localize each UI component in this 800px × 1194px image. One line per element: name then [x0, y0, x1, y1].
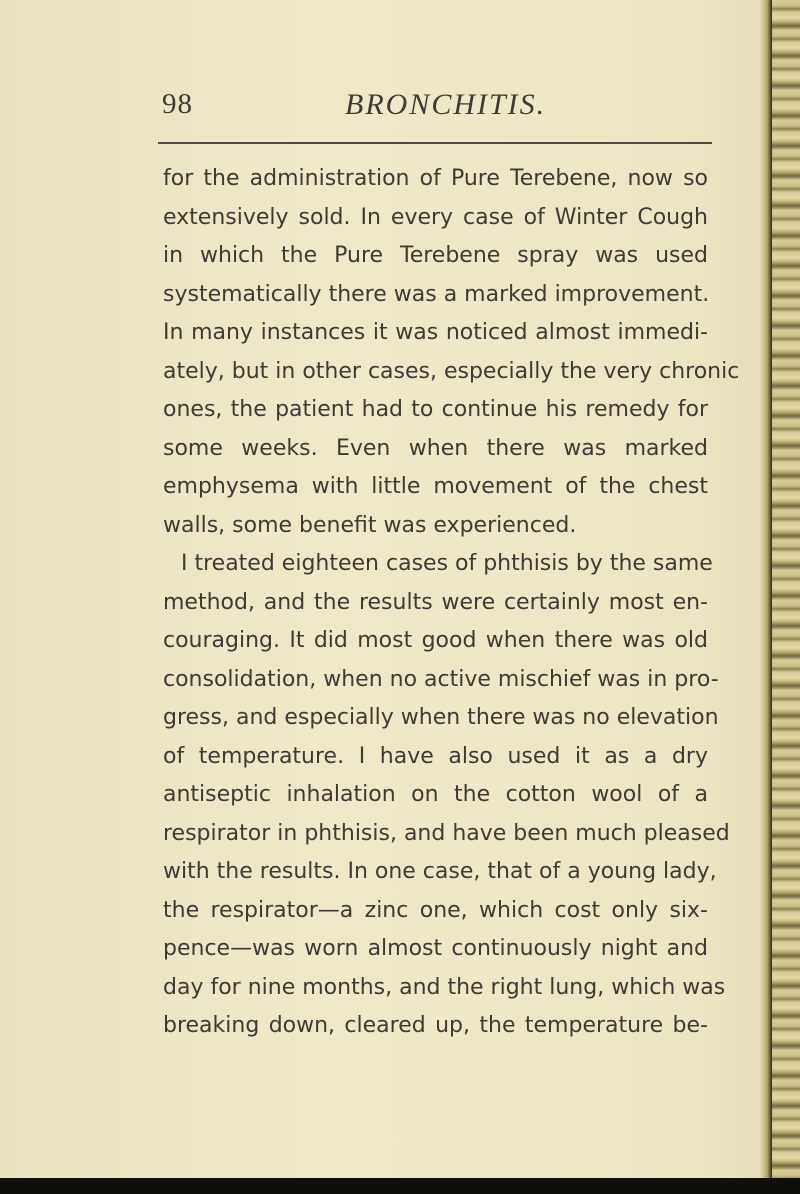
text-line: breaking down, cleared up, the temperature be-: [163, 1013, 708, 1038]
text-line: ones, the patient had to continue his remedy for: [163, 397, 708, 422]
text-line: emphysema with little movement of the chest: [163, 474, 708, 499]
text-line: method, and the results were certainly most en-: [163, 589, 708, 615]
bottom-shadow-band: [0, 1178, 800, 1194]
text-line: with the results. In one case, that of a young lady,: [163, 859, 717, 884]
text-line: of temperature. I have also used it as a dry: [163, 743, 708, 769]
running-title: BRONCHITIS.: [345, 88, 547, 121]
text-line: the respirator—a zinc one, which cost only six-: [163, 897, 708, 923]
text-line: respirator in phthisis, and have been much pleased: [163, 820, 730, 846]
page-number: 98: [162, 88, 193, 120]
text-line: couraging. It did most good when there was old: [163, 628, 708, 653]
text-line: In many instances it was noticed almost immedi-: [163, 320, 708, 345]
header-rule: [158, 142, 712, 144]
text-line: pence—was worn almost continuously night and: [163, 936, 708, 961]
text-line: in which the Pure Terebene spray was used: [163, 243, 708, 268]
text-line: day for nine months, and the right lung, which was: [163, 974, 726, 1000]
text-line: antiseptic inhalation on the cotton wool of a: [163, 782, 708, 807]
text-line: walls, some benefit was experienced.: [163, 512, 577, 538]
page-fore-edge: [760, 0, 800, 1194]
text-line: extensively sold. In every case of Winter Cough: [163, 204, 708, 230]
text-line: consolidation, when no active mischief was in pro-: [163, 666, 719, 692]
text-line: systematically there was a marked improvement.: [163, 281, 710, 307]
page-header: [160, 88, 710, 128]
text-line: some weeks. Even when there was marked: [163, 435, 708, 461]
text-line: ately, but in other cases, especially the very chronic: [163, 358, 740, 384]
body-text: [163, 160, 740, 1046]
text-line: for the administration of Pure Terebene, now so: [163, 166, 708, 191]
text-line: gress, and especially when there was no elevation: [163, 705, 719, 730]
text-line: I treated eighteen cases of phthisis by the same: [181, 551, 713, 576]
